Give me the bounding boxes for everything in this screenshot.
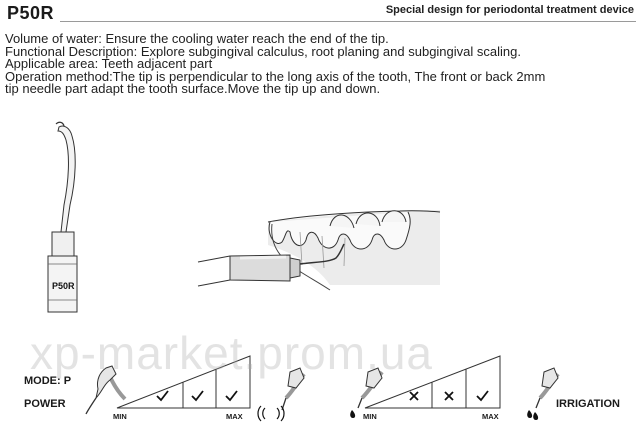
description-line-volume: Volume of water: Ensure the cooling water reach the end of the tip.: [5, 31, 389, 46]
product-title: P50R: [7, 3, 55, 23]
irrigation-max-label: MAX: [482, 412, 499, 421]
mode-label: MODE: P: [24, 375, 72, 387]
scaler-tip-icon: [48, 122, 77, 312]
power-level-3-check-icon: [226, 391, 237, 400]
power-min-label: MIN: [113, 412, 127, 421]
water-drops-icon: [527, 410, 538, 420]
irrigation-level-1-cross-icon: [410, 392, 418, 400]
power-max-label: MAX: [226, 412, 243, 421]
power-level-2-check-icon: [192, 391, 203, 400]
irrigation-level-2-cross-icon: [445, 392, 453, 400]
description-line-operation-cont: tip needle part adapt the tooth surface.Move the tip up and down.: [5, 81, 381, 96]
irrigation-min-label: MIN: [363, 412, 377, 421]
description-line-area: Applicable area: Teeth adjacent part: [5, 56, 213, 71]
description-line-operation: Operation method:The tip is perpendicular to the long axis of the tooth, The front or back 2mm: [5, 68, 546, 84]
power-level-1-check-icon: [157, 391, 168, 400]
teeth-illustration: [268, 210, 440, 290]
water-drop-icon: [350, 410, 355, 418]
irrigation-label: IRRIGATION: [556, 398, 620, 410]
watermark: xp-market.prom.ua: [30, 327, 434, 379]
product-subtitle: Special design for periodontal treatment device: [385, 4, 634, 16]
irrigation-level-3-check-icon: [477, 391, 488, 400]
vibration-icon: [258, 406, 284, 421]
description-line-function: Functional Description: Explore subgingival calculus, root planing and subgingival scaling.: [5, 43, 521, 59]
tip-label: P50R: [52, 281, 75, 291]
power-label: POWER: [24, 398, 66, 410]
